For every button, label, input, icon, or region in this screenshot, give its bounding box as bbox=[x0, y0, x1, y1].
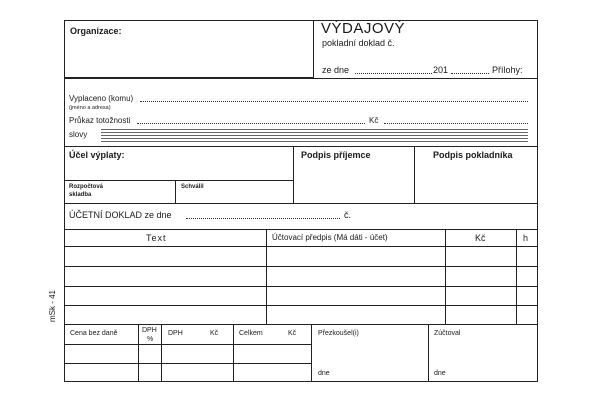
accounting-divider bbox=[64, 229, 538, 230]
header-divider bbox=[64, 78, 538, 79]
number-dotted-line bbox=[451, 73, 489, 74]
col-header-czk: Kč bbox=[475, 233, 486, 243]
footer-divider bbox=[311, 324, 312, 382]
vat-currency-label: Kč bbox=[210, 330, 219, 337]
col-header-h: h bbox=[523, 233, 529, 243]
total-currency-label: Kč bbox=[288, 330, 297, 337]
amount-label: Kč bbox=[369, 116, 379, 125]
accounted-by-label: Zúčtoval bbox=[434, 330, 461, 337]
footer-row-line bbox=[64, 363, 311, 364]
table-header-line bbox=[64, 246, 538, 247]
total-label: Celkem bbox=[239, 330, 263, 337]
accounting-doc-label: ÚČETNÍ DOKLAD ze dne bbox=[69, 210, 172, 220]
checked-date-label: dne bbox=[318, 370, 330, 377]
id-card-dotted-line bbox=[137, 123, 365, 124]
accounting-date-dotted-line bbox=[186, 218, 340, 219]
budget-label-line1: Rozpočtová bbox=[69, 184, 104, 190]
vat-percent-label: DPH bbox=[142, 327, 157, 334]
table-col-divider bbox=[516, 229, 517, 324]
document-title: VÝDAJOVÝ bbox=[321, 20, 406, 37]
footer-divider bbox=[428, 324, 429, 382]
table-row bbox=[64, 286, 538, 287]
budget-approved-divider bbox=[175, 180, 176, 203]
approved-label: Schválil bbox=[181, 184, 204, 190]
col-header-posting: Účtovací předpis (Má dáti - účet) bbox=[272, 233, 388, 242]
vat-percent-sign: % bbox=[147, 336, 154, 343]
table-row bbox=[64, 305, 538, 306]
in-words-label: slovy bbox=[69, 130, 88, 139]
purpose-label: Účel výplaty: bbox=[69, 150, 125, 160]
attachments-label: Přílohy: bbox=[492, 65, 523, 75]
date-dotted-line bbox=[355, 73, 432, 74]
name-address-note: (jméno a adresa) bbox=[69, 105, 111, 111]
form-code: mSk - 41 bbox=[48, 289, 57, 322]
purpose-divider bbox=[64, 203, 538, 204]
recipient-signature-label: Podpis příjemce bbox=[301, 150, 371, 160]
organization-label: Organizace: bbox=[70, 26, 122, 36]
date-prefix: ze dne bbox=[322, 65, 350, 75]
table-col-divider bbox=[445, 229, 446, 324]
table-bottom-divider bbox=[64, 324, 538, 325]
accounted-date-label: dne bbox=[434, 370, 446, 377]
payee-divider bbox=[64, 146, 538, 147]
footer-row-line bbox=[64, 344, 311, 345]
table-col-divider bbox=[266, 229, 267, 324]
footer-divider bbox=[138, 324, 139, 382]
table-row bbox=[64, 266, 538, 267]
price-without-vat-label: Cena bez daně bbox=[70, 330, 118, 337]
amount-dotted-line bbox=[384, 123, 528, 124]
document-subtitle: pokladní doklad č. bbox=[322, 38, 395, 48]
vat-label: DPH bbox=[168, 330, 183, 337]
accounting-number-label: č. bbox=[344, 210, 352, 220]
cashier-signature-label: Podpis pokladníka bbox=[433, 150, 513, 160]
footer-divider bbox=[161, 324, 162, 382]
signature-divider-1 bbox=[293, 146, 294, 203]
paid-to-dotted-line bbox=[140, 101, 528, 102]
signature-divider-2 bbox=[414, 146, 415, 203]
year-text: 201 bbox=[433, 65, 449, 75]
budget-label-line2: skladba bbox=[69, 192, 92, 198]
col-header-text: Text bbox=[146, 233, 167, 243]
checked-by-label: Přezkoušel(i) bbox=[318, 330, 359, 337]
budget-row-divider bbox=[64, 180, 293, 181]
paid-to-label: Vyplaceno (komu) bbox=[69, 94, 134, 103]
id-card-label: Průkaz totožnosti bbox=[69, 116, 131, 125]
footer-divider bbox=[233, 324, 234, 382]
